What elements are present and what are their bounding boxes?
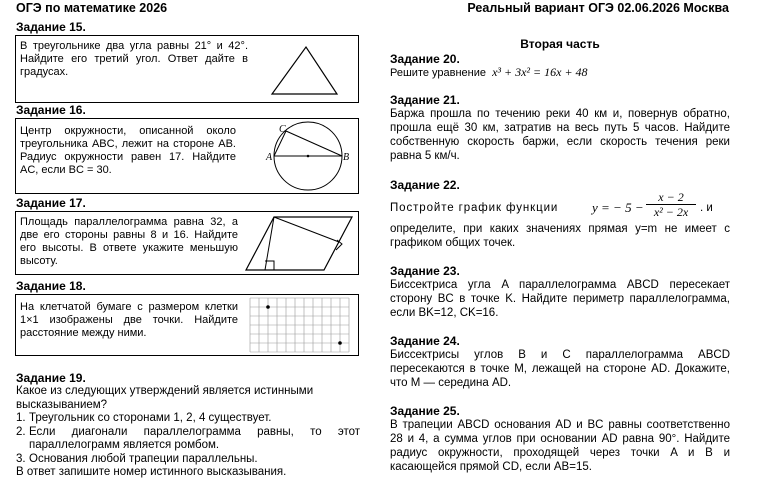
task-19-item-2: 2. Если диагонали параллелограмма равны, то этот параллелограмм является ромбом. [16,425,360,451]
header-right: Реальный вариант ОГЭ 02.06.2026 Москва [467,1,729,15]
task-22-title: Задание 22. [390,178,460,192]
task-16-text: Центр окружности, описанной около треугольника ABC, лежит на стороне AB. Радиус окружности равен 17. Найдите AC, если BC = 30. [20,125,236,176]
task-21-title: Задание 21. [390,93,460,107]
parallelogram-figure [242,214,356,274]
task-20-equation: x³ + 3x² = 16x + 48 [492,65,588,79]
task-19-title: Задание 19. [16,371,86,385]
task-17-title: Задание 17. [16,196,86,210]
task-22-and: . и [700,202,713,214]
task-19-item-1: 1. Треугольник со сторонами 1, 2, 4 существует. [16,412,272,424]
task-15-title: Задание 15. [16,20,86,34]
task-24-text: Биссектрисы углов B и C параллелограмма ABCD пересекаются в точке M, лежащей на стороне AD. Докажите, что M — середина AD. [390,349,730,389]
label-c: C [279,124,286,135]
task-22-fraction [646,190,696,220]
task-22-lhs: y = − 5 − [592,200,644,215]
task-18-text: На клетчатой бумаге с размером клетки 1×1 изображены две точки. Найдите расстояние между ними. [20,301,238,339]
task-20-text: Решите уравнение [390,67,487,79]
task-19-footer: В ответ запишите номер истинного высказывания. [16,466,287,478]
task-15-text: В треугольнике два угла равны 21° и 42°. Найдите его третий угол. Ответ дайте в градусах. [20,40,248,78]
label-a: A [266,152,273,163]
task-22-denominator: x² − 2x [653,205,689,219]
task-20-title: Задание 20. [390,52,460,66]
task-18-box [15,294,359,356]
task-16-box [15,118,359,194]
task-25-title: Задание 25. [390,404,460,418]
task-24-title: Задание 24. [390,334,460,348]
part-2-title: Вторая часть [520,37,600,51]
grid-point-1 [266,305,270,309]
task-25-text: В трапеции ABCD основания AD и BC равны соответственно 28 и 4, а сумма углов при основании AD равна 90°. Найдите радиус окружности, проходящей через точки A и B и касающейся прямой CD, если AB=15. [390,419,730,473]
task-17-box [15,211,359,275]
task-21-text: Баржа прошла по течению реки 40 км и, повернув обратно, прошла ещё 30 км, затратив на весь путь 5 часов. Найдите собственную скорость баржи, если скорость течения реки равна 5 км/ч. [390,108,730,162]
grid-point-2 [338,341,342,345]
task-22-text: определите, при каких значениях прямая y=m не имеет с графиком общих точек. [390,223,730,249]
label-b: B [343,152,350,163]
header-left: ОГЭ по математике 2026 [16,1,168,15]
task-22-lead: Постройте график функции [390,202,559,214]
task-19-question: Какое из следующих утверждений является истинными высказыванием? [16,385,314,411]
task-17-text: Площадь параллелограмма равна 32, а две его стороны равны 8 и 16. Найдите его высоты. В ответе укажите меньшую высоту. [20,216,238,267]
task-15-box [15,35,359,103]
task-22-formula-line [390,190,730,224]
task-18-title: Задание 18. [16,279,86,293]
task-23-text: Биссектриса угла A параллелограмма ABCD пересекает сторону BC в точке K. Найдите периметр параллелограмма, если BK=12, CK=16. [390,279,730,319]
grid-figure [248,296,358,354]
task-19-body [16,385,360,480]
task-23-title: Задание 23. [390,264,460,278]
task-16-title: Задание 16. [16,103,86,117]
task-22-numerator: x − 2 [646,190,696,205]
triangle-figure [269,42,341,100]
task-19-item-3: 3. Основания любой трапеции параллельны. [16,452,258,465]
circle-figure [252,121,352,193]
task-20-body [390,66,588,80]
